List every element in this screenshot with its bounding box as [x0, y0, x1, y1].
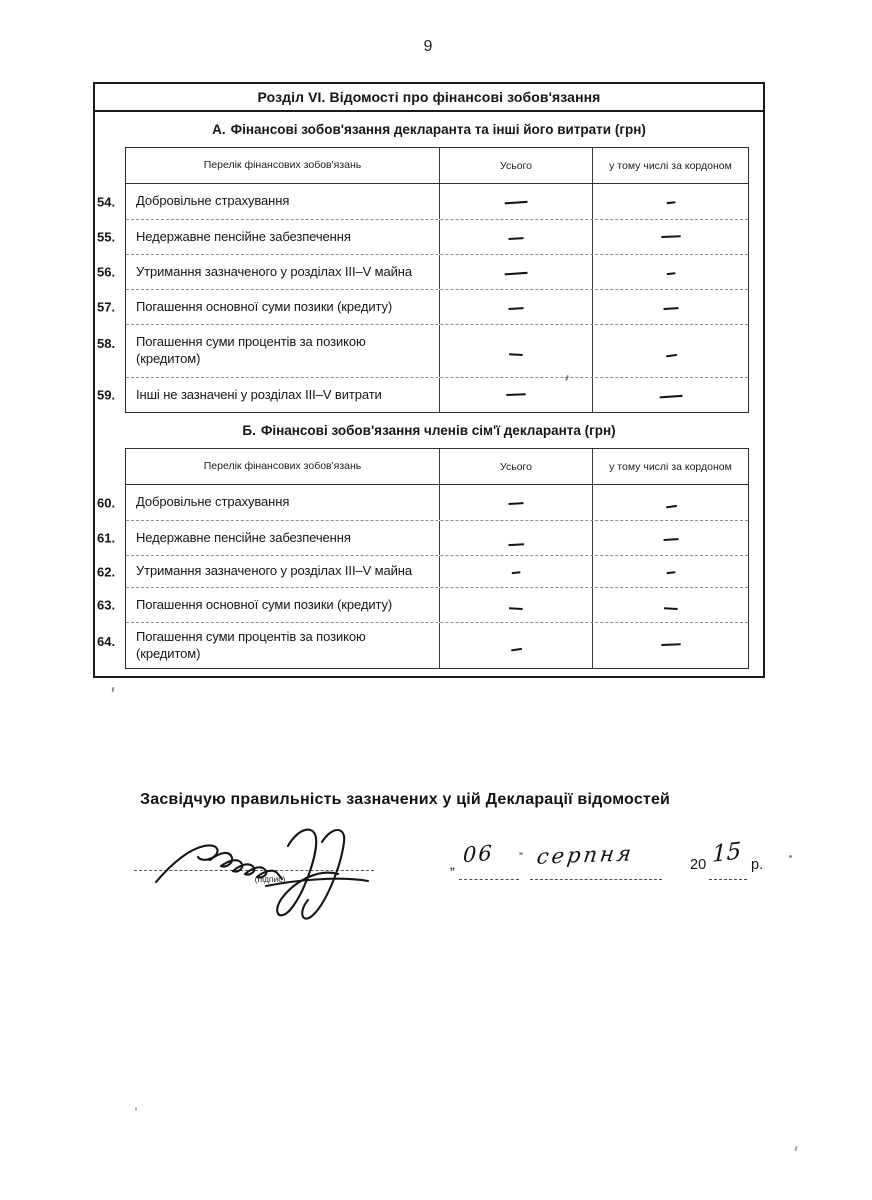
row-label-text: Погашення основної суми позики (кредиту) — [136, 298, 393, 314]
row-label — [126, 325, 440, 377]
financial-obligations-table-b — [97, 448, 749, 669]
row-number: 60. — [97, 495, 116, 510]
section-vi-title: Розділ VI. Відомості про фінансові зобов'язання — [95, 84, 763, 112]
scan-speck — [135, 1107, 137, 1111]
row-number: 59. — [97, 387, 116, 403]
table-b-header-row — [126, 449, 748, 485]
page-number: 9 — [423, 38, 433, 55]
row-label — [126, 255, 440, 289]
date-year-underline — [709, 879, 747, 880]
row-label-text: Погашення основної суми позики (кредиту) — [136, 596, 393, 612]
row-total-cell — [440, 521, 593, 555]
row-abroad-cell — [593, 290, 748, 324]
date-month-handwritten: серпня — [535, 841, 636, 869]
row-label-text: Погашення суми процентів за позикою (кредитом) — [136, 334, 366, 366]
row-number: 62. — [97, 564, 116, 579]
row-total-cell — [440, 588, 593, 622]
row-label-text: Інші не зазначені у розділах III–V витрати — [136, 386, 382, 402]
row-label-text: Недержавне пенсійне забезпечення — [136, 529, 351, 545]
table-row-63 — [97, 587, 748, 622]
handwritten-dash: — — [663, 343, 679, 365]
handwritten-dash: — — [664, 191, 677, 212]
table-a-title-text: Фінансові зобов'язання декларанта та інші його витрати (грн) — [230, 122, 646, 137]
row-number: 61. — [97, 530, 116, 546]
row-abroad-cell — [593, 485, 748, 520]
row-total-cell — [440, 556, 593, 587]
header-total: Усього — [440, 449, 593, 484]
header-list: Перелік фінансових зобов'язань — [126, 148, 440, 183]
handwritten-dash: — — [659, 225, 682, 245]
handwritten-dash: — — [507, 297, 525, 317]
handwritten-dash: — — [507, 597, 524, 617]
table-row-57 — [97, 289, 748, 324]
row-number: 54. — [97, 194, 116, 209]
row-label — [126, 184, 440, 219]
table-row-58 — [97, 324, 748, 377]
signature-caption: (підпис) — [254, 874, 286, 884]
row-number: 55. — [97, 229, 116, 245]
row-label-text: Добровільне страхування — [136, 494, 290, 510]
table-b-title-text: Фінансові зобов'язання членів сім'ї декларанта (грн) — [260, 423, 616, 438]
row-label-text: Добровільне страхування — [136, 193, 290, 209]
header-abroad: у тому числі за кордоном — [609, 159, 732, 172]
date-day-handwritten: 06 — [462, 840, 495, 868]
row-label — [126, 556, 440, 587]
table-row-55 — [97, 219, 748, 254]
row-label — [126, 485, 440, 520]
handwritten-dash: — — [509, 638, 524, 659]
row-total-cell — [440, 378, 593, 412]
handwritten-dash: — — [661, 528, 680, 548]
row-total-cell — [440, 290, 593, 324]
handwritten-dash: — — [662, 597, 679, 617]
handwritten-dash: — — [663, 495, 679, 516]
handwritten-dash: — — [664, 262, 677, 282]
row-abroad-cell — [593, 255, 748, 289]
handwritten-dash: — — [507, 227, 525, 247]
financial-obligations-table-a — [97, 147, 749, 413]
date-day-underline — [459, 879, 519, 880]
section-vi-box — [93, 82, 765, 678]
handwritten-dash: — — [502, 261, 530, 283]
row-abroad-cell — [593, 556, 748, 587]
table-a-letter: А. — [212, 122, 226, 137]
table-a-header-row — [126, 148, 748, 184]
date-year-suffix: р. — [751, 857, 764, 873]
scan-speck — [112, 687, 115, 692]
row-abroad-cell — [593, 220, 748, 254]
handwritten-dash: — — [510, 561, 522, 582]
row-label — [126, 290, 440, 324]
table-row-59 — [97, 377, 748, 412]
date-close-quote: ” — [519, 850, 523, 864]
row-label-text: Недержавне пенсійне забезпечення — [136, 228, 351, 244]
table-row-54 — [97, 184, 748, 219]
row-number: 63. — [97, 597, 116, 613]
header-list: Перелік фінансових зобов'язань — [126, 449, 440, 484]
row-abroad-cell — [593, 184, 748, 219]
row-abroad-cell — [593, 521, 748, 555]
row-abroad-cell — [593, 378, 748, 412]
row-total-cell — [440, 325, 593, 377]
handwritten-dash: — — [664, 561, 677, 582]
row-label-text: Утримання зазначеного у розділах III–V майна — [136, 263, 413, 279]
scan-speck — [794, 1146, 797, 1151]
handwritten-dash: — — [507, 492, 525, 513]
date-year-prefix: 20 — [690, 857, 707, 873]
certification-statement: Засвідчую правильність зазначених у цій Декларації відомостей — [140, 791, 671, 808]
row-total-cell — [440, 623, 593, 668]
row-label-text: Утримання зазначеного у розділах III–V майна — [136, 563, 413, 579]
scan-speck — [789, 855, 792, 858]
row-total-cell — [440, 220, 593, 254]
table-row-61 — [97, 520, 748, 555]
row-abroad-cell — [593, 588, 748, 622]
table-b-title — [95, 423, 763, 438]
handwritten-dash: — — [659, 633, 682, 654]
row-number: 57. — [97, 299, 116, 315]
handwritten-dash: — — [504, 383, 528, 403]
handwritten-dash: — — [657, 384, 684, 406]
handwritten-signature — [148, 820, 404, 928]
handwritten-dash: — — [661, 297, 680, 317]
handwritten-dash: — — [502, 191, 530, 212]
row-abroad-cell — [593, 325, 748, 377]
row-total-cell — [440, 255, 593, 289]
row-label — [126, 588, 440, 622]
table-row-56 — [97, 254, 748, 289]
date-open-quote: „ — [450, 856, 455, 872]
header-abroad: у тому числі за кордоном — [609, 460, 732, 473]
table-row-60 — [97, 485, 748, 520]
date-year-handwritten: 15 — [711, 838, 742, 868]
row-label — [126, 220, 440, 254]
row-label — [126, 623, 440, 668]
table-b-letter: Б. — [242, 423, 256, 438]
date-month-underline — [530, 879, 662, 880]
row-number: 58. — [97, 336, 116, 351]
handwritten-dash: — — [506, 533, 526, 553]
row-number: 64. — [97, 634, 116, 649]
table-a-title — [95, 122, 763, 137]
handwritten-dash: — — [507, 343, 524, 363]
row-total-cell — [440, 184, 593, 219]
row-label — [126, 378, 440, 412]
row-label — [126, 521, 440, 555]
header-total: Усього — [440, 148, 593, 183]
table-row-62 — [97, 555, 748, 587]
row-abroad-cell — [593, 623, 748, 668]
row-label-text: Погашення суми процентів за позикою (кредитом) — [136, 628, 366, 661]
row-number: 56. — [97, 264, 116, 280]
row-total-cell — [440, 485, 593, 520]
table-row-64 — [97, 622, 748, 668]
